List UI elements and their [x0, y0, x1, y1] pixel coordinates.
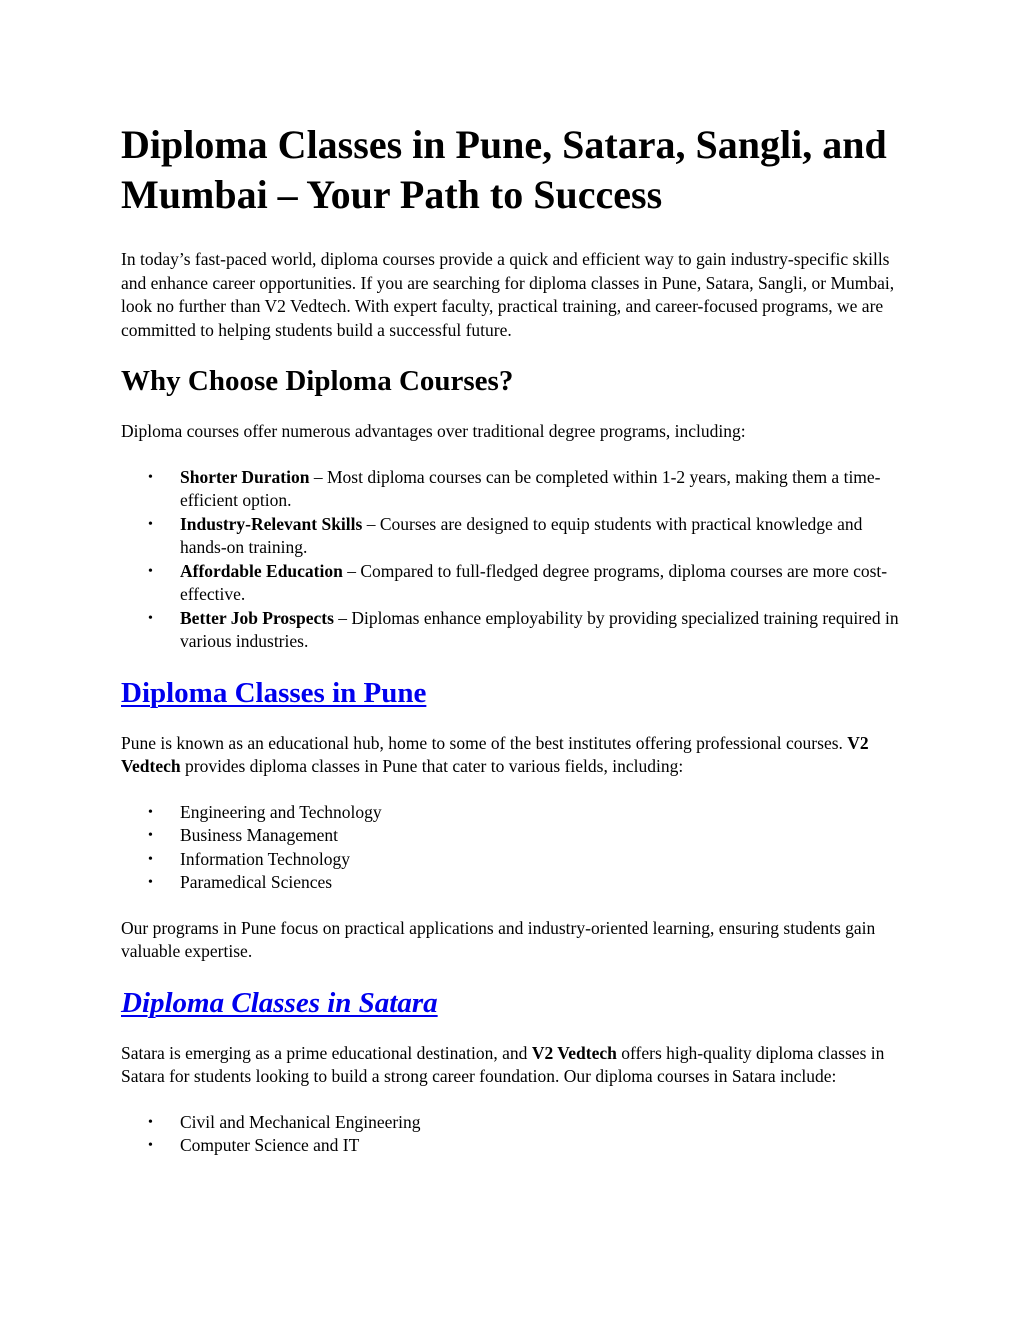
bullet-icon: • — [148, 851, 153, 867]
list-item — [121, 1111, 911, 1135]
bullet-icon: • — [148, 1138, 153, 1153]
bullet-icon: • — [148, 875, 153, 890]
list-item — [121, 824, 911, 848]
bullet-icon: • — [148, 610, 153, 626]
bullet-icon: • — [148, 828, 153, 843]
list-item-term: Better Job Prospects — [180, 607, 334, 628]
list-item — [121, 871, 911, 895]
satara-paragraph-1 — [121, 1042, 911, 1089]
list-item-text: – Courses are designed to equip students with practical knowledge and hands-on training. — [180, 513, 863, 557]
list-item-text: Engineering and Technology — [180, 801, 382, 822]
satara-text-before: Satara is emerging as a prime educational destination, and — [121, 1042, 532, 1063]
list-item-text: – Diplomas enhance employability by providing specialized training required in various industries. — [180, 607, 899, 651]
bullet-icon: • — [148, 469, 153, 485]
bullet-icon: • — [148, 516, 153, 532]
list-item-text: Computer Science and IT — [180, 1135, 360, 1155]
pune-text-after: provides diploma classes in Pune that cater to various fields, including: — [180, 756, 684, 776]
satara-heading-link[interactable]: Diploma Classes in Satara — [121, 986, 438, 1019]
list-item-text: Paramedical Sciences — [180, 872, 333, 892]
list-item — [121, 801, 911, 825]
satara-heading — [121, 986, 911, 1020]
satara-list — [121, 1111, 911, 1158]
pune-heading-link[interactable]: Diploma Classes in Pune — [121, 676, 427, 709]
page-title: Diploma Classes in Pune, Satara, Sangli, and Mumbai – Your Path to Success — [121, 122, 887, 217]
list-item — [121, 1134, 911, 1158]
list-item — [121, 848, 911, 872]
bullet-icon: • — [148, 804, 153, 820]
list-item — [121, 466, 911, 513]
satara-text-after: offers high-quality diploma classes in Satara for students looking to build a strong career foundation. Our diploma courses in Satara include: — [121, 1042, 885, 1086]
pune-paragraph-1 — [121, 732, 911, 779]
document-page — [121, 120, 911, 1180]
pune-list — [121, 801, 911, 895]
why-lead: Diploma courses offer numerous advantages over traditional degree programs, including: — [121, 421, 746, 441]
list-item — [121, 607, 911, 654]
list-item-term: Affordable Education — [180, 560, 343, 581]
list-item-term: Industry-Relevant Skills — [180, 513, 363, 534]
brand-name: V2 Vedtech — [531, 1042, 617, 1063]
bullet-icon: • — [148, 1114, 153, 1130]
list-item-term: Shorter Duration — [180, 466, 310, 487]
list-item-text: – Most diploma courses can be completed within 1-2 years, making them a time-efficient option. — [180, 466, 881, 510]
list-item — [121, 513, 911, 560]
pune-text-before: Pune is known as an educational hub, home to some of the best institutes offering professional courses. — [121, 732, 848, 753]
list-item — [121, 560, 911, 607]
why-list — [121, 466, 911, 654]
brand-name: V2 Vedtech — [121, 732, 869, 776]
pune-heading — [121, 676, 911, 710]
list-item-text: Business Management — [180, 825, 338, 845]
list-item-text: Information Technology — [180, 848, 351, 869]
intro-paragraph: In today’s fast-paced world, diploma courses provide a quick and efficient way to gain industry-specific skills and enhance career opportunities. If you are searching for diploma classes in Pune, Satara, Sangli, or Mumbai, look no further than V2 Vedtech. With expert faculty, practical training, and career-focused programs, we are committed to helping students build a successful future. — [121, 249, 895, 340]
list-item-text: Civil and Mechanical Engineering — [180, 1111, 421, 1132]
list-item-text: – Compared to full-fledged degree programs, diploma courses are more cost-effective. — [180, 560, 888, 604]
bullet-icon: • — [148, 563, 153, 579]
pune-paragraph-2: Our programs in Pune focus on practical applications and industry-oriented learning, ensuring students gain valuable expertise. — [121, 917, 876, 961]
why-heading: Why Choose Diploma Courses? — [121, 365, 514, 397]
